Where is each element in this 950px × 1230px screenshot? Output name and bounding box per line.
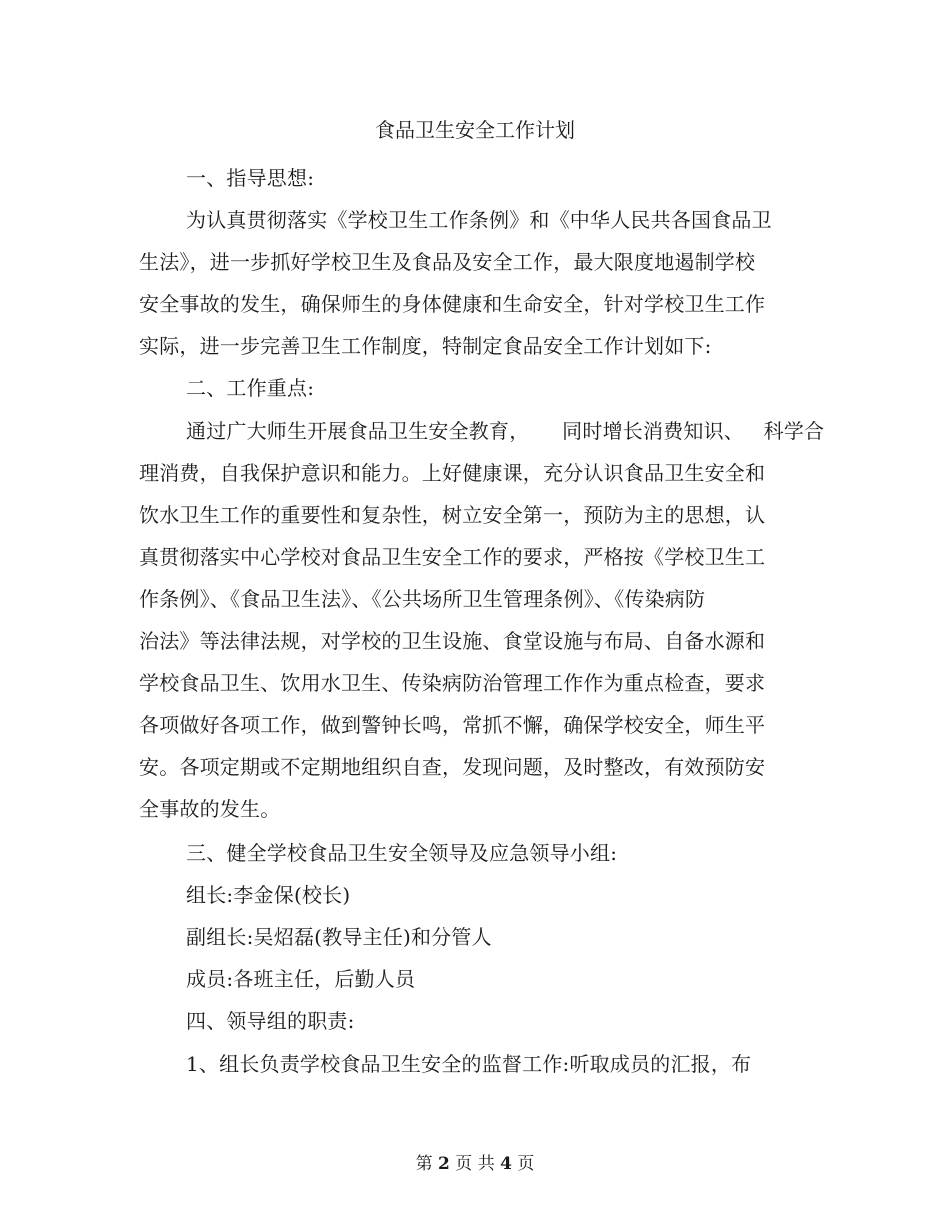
paragraph-line: 通过广大师生开展食品卫生安全教育， 同时增长消费知识、 科学合: [186, 419, 825, 443]
paragraph-line: 安。各项定期或不定期地组织自查，发现问题，及时整改，有效预防安: [139, 755, 766, 779]
current-page-number: 2: [438, 1154, 450, 1174]
group-leader-line: 组长:李金保(校长): [186, 883, 351, 907]
section-heading-3: 三、健全学校食品卫生安全领导及应急领导小组:: [186, 841, 618, 865]
footer-suffix: 页: [511, 1154, 535, 1174]
paragraph-line: 生法》，进一步抓好学校卫生及食品及安全工作，最大限度地遏制学校: [139, 250, 756, 274]
section-heading-1: 一、指导思想:: [186, 166, 315, 190]
paragraph-line: 1、组长负责学校食品卫生安全的监督工作:听取成员的汇报，布: [186, 1052, 752, 1076]
paragraph-line: 理消费，自我保护意识和能力。上好健康课，充分认识食品卫生安全和: [139, 461, 766, 485]
document-title: 食品卫生安全工作计划: [375, 118, 575, 142]
section-heading-4: 四、领导组的职责:: [186, 1009, 355, 1033]
section-heading-2: 二、工作重点:: [186, 376, 315, 400]
page-footer: [0, 1152, 950, 1176]
paragraph-line: 饮水卫生工作的重要性和复杂性，树立安全第一，预防为主的思想，认: [139, 503, 766, 527]
paragraph-line: 为认真贯彻落实《学校卫生工作条例》和《中华人民共各国食品卫: [186, 208, 772, 232]
deputy-leader-line: 副组长:吴炤磊(教导主任)和分管人: [186, 925, 492, 949]
paragraph-line: 作条例》、《食品卫生法》、《公共场所卫生管理条例》、《传染病防: [139, 587, 706, 611]
paragraph-line: 治法》等法律法规，对学校的卫生设施、食堂设施与布局、自备水源和: [139, 629, 766, 653]
paragraph-line: 各项做好各项工作，做到警钟长鸣，常抓不懈，确保学校安全，师生平: [139, 713, 766, 737]
paragraph-line: 全事故的发生。: [139, 797, 281, 821]
paragraph-line: 学校食品卫生、饮用水卫生、传染病防治管理工作作为重点检查，要求: [139, 671, 766, 695]
paragraph-line: 安全事故的发生，确保师生的身体健康和生命安全，针对学校卫生工作: [139, 292, 766, 316]
footer-prefix: 第: [415, 1154, 439, 1174]
members-line: 成员:各班主任，后勤人员: [186, 967, 416, 991]
footer-middle: 页 共: [449, 1154, 501, 1174]
total-pages-number: 4: [500, 1154, 512, 1174]
paragraph-line: 真贯彻落实中心学校对食品卫生安全工作的要求，严格按《学校卫生工: [139, 545, 766, 569]
paragraph-line: 实际，进一步完善卫生工作制度，特制定食品安全工作计划如下:: [139, 334, 712, 358]
